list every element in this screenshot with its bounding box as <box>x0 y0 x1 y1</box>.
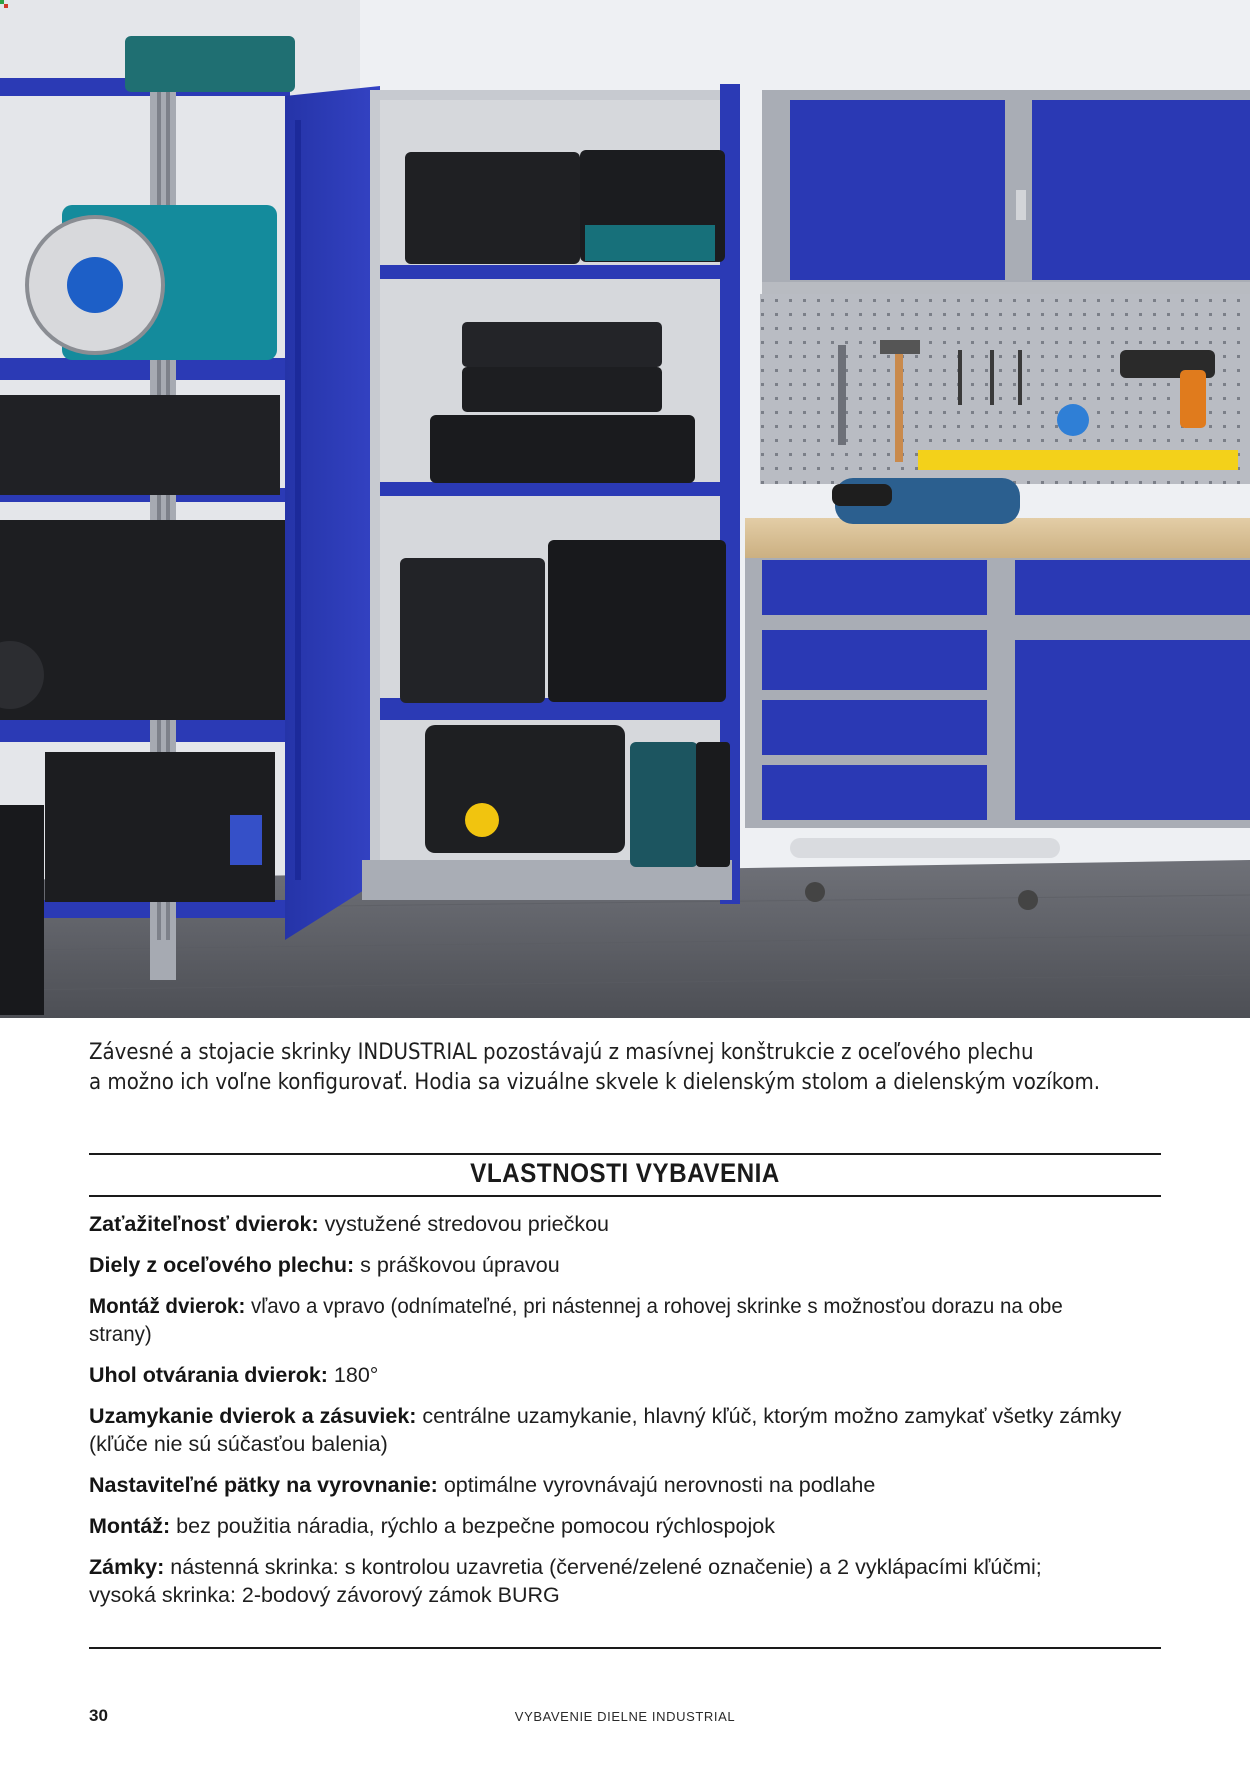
intro-line-1: Závesné a stojacie skrinky INDUSTRIAL pozostávajú z masívnej konštrukcie z oceľového plechu <box>89 1040 1034 1065</box>
intro-line-2: a možno ich voľne konfigurovať. Hodia sa vizuálne skvele k dielenským stolom a dielenským vozíkom. <box>89 1070 1101 1095</box>
feature-door-load <box>89 1210 1169 1238</box>
feature-text: 180° <box>327 1363 379 1387</box>
feature-label: Uhol otvárania dvierok: <box>89 1363 328 1387</box>
feature-text: centrálne uzamykanie, hlavný kľúč, ktorým možno zamykať všetky zámky <box>416 1404 1122 1428</box>
feature-text-continued: (kľúče nie sú súčasťou balenia) <box>89 1432 388 1456</box>
feature-text: nástenná skrinka: s kontrolou uzavretia (červené/zelené označenie) a 2 vyklápacími kľúčmi; <box>164 1555 1042 1579</box>
brand-logo-mark <box>0 0 8 8</box>
tall-cabinet <box>362 84 740 904</box>
feature-label: Montáž: <box>89 1514 171 1538</box>
divider-heading <box>89 1195 1161 1197</box>
divider-top <box>89 1153 1161 1155</box>
feature-locking <box>89 1402 1169 1458</box>
features-list <box>89 1210 1169 1622</box>
intro-paragraph <box>89 1038 1149 1098</box>
feature-label: Nastaviteľné pätky na vyrovnanie: <box>89 1473 438 1497</box>
feature-text: s práškovou úpravou <box>354 1253 560 1277</box>
pegboard <box>760 294 1250 484</box>
feature-label: Diely z oceľového plechu: <box>89 1253 355 1277</box>
wall-cabinets <box>762 90 1250 294</box>
feature-label: Montáž dvierok: <box>89 1294 246 1318</box>
section-title: VYBAVENIE DIELNE INDUSTRIAL <box>514 1709 736 1724</box>
feature-assembly <box>89 1512 1169 1540</box>
feature-label: Zámky: <box>89 1555 165 1579</box>
feature-locks <box>89 1553 1169 1609</box>
feature-steel-parts <box>89 1251 1169 1279</box>
feature-text: vystužené stredovou priečkou <box>318 1212 610 1236</box>
feature-text: vľavo a vpravo (odnímateľné, pri nástennej a rohovej skrinke s možnosťou dorazu na obe strany) <box>89 1294 1063 1346</box>
feature-opening-angle <box>89 1361 1169 1389</box>
page-number: 30 <box>89 1706 108 1725</box>
feature-text: optimálne vyrovnávajú nerovnosti na podlahe <box>437 1473 876 1497</box>
feature-leveling-feet <box>89 1471 1169 1499</box>
feature-text: bez použitia náradia, rýchlo a bezpečne pomocou rýchlospojok <box>170 1514 775 1538</box>
features-heading: VLASTNOSTI VYBAVENIA <box>470 1158 780 1188</box>
feature-label: Uzamykanie dvierok a zásuviek: <box>89 1404 417 1428</box>
feature-door-mounting <box>89 1292 1120 1348</box>
feature-text-continued: vysoká skrinka: 2-bodový závorový zámok BURG <box>89 1583 560 1607</box>
feature-label: Zaťažiteľnosť dvierok: <box>89 1212 319 1236</box>
divider-bottom <box>89 1647 1161 1649</box>
